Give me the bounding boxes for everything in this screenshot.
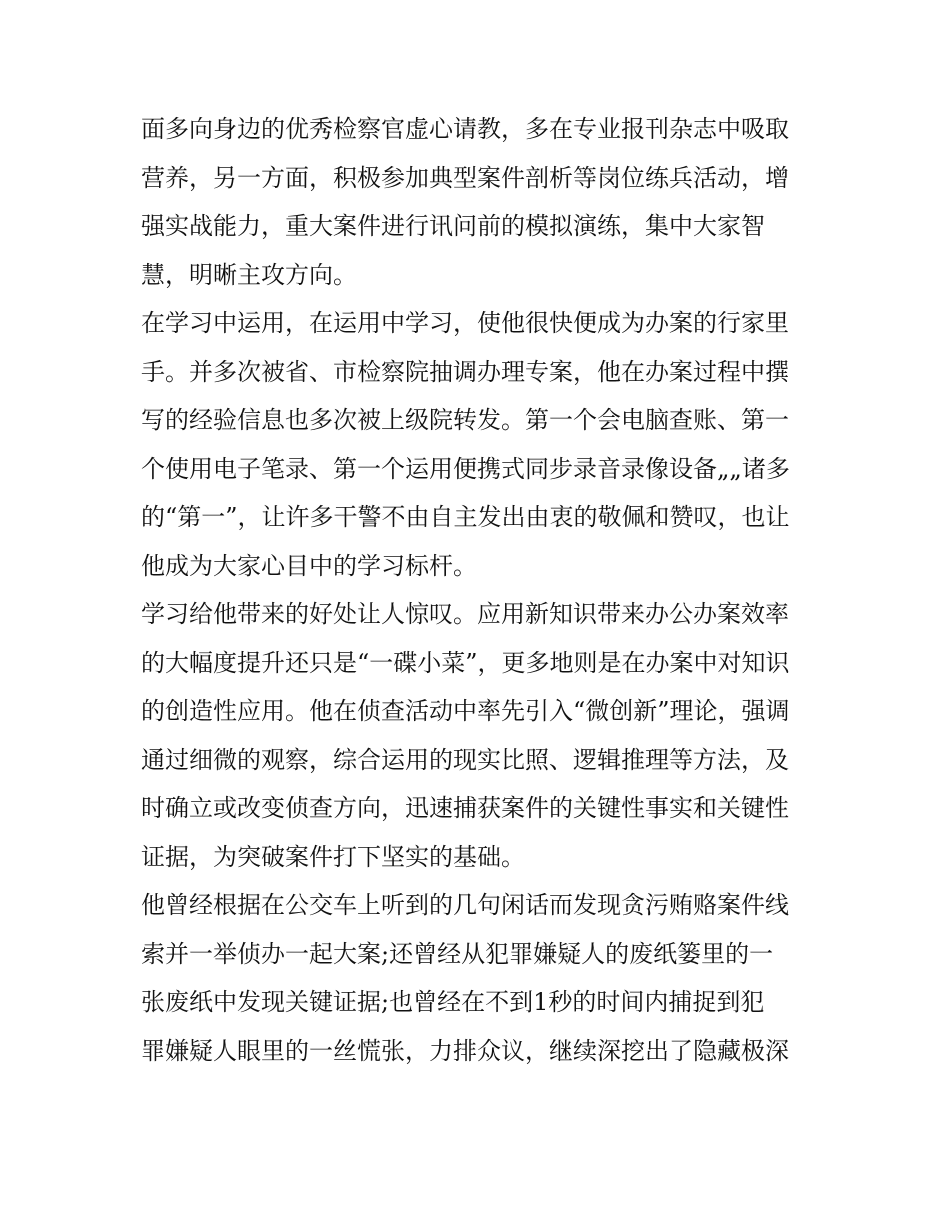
text-line: 写的经验信息也多次被上级院转发。第一个会电脑查账、第一 bbox=[141, 406, 789, 434]
text-line: 时确立或改变侦查方向，迅速捕获案件的关键性事实和关键性 bbox=[141, 794, 789, 822]
text-line: 学习给他带来的好处让人惊叹。应用新知识带来办公办案效率 bbox=[141, 600, 789, 628]
body-text bbox=[141, 105, 821, 1075]
text-line: 的大幅度提升还只是“一碟小菜”，更多地则是在办案中对知识 bbox=[141, 648, 790, 677]
text-line: 张废纸中发现关键证据;也曾经在不到1秒的时间内捕捉到犯 bbox=[141, 988, 765, 1016]
text-line: 个使用电子笔录、第一个运用便携式同步录音录像设备„„诸多 bbox=[141, 454, 790, 483]
text-line: 的“第一”，让许多干警不由自主发出由衷的敬佩和赞叹，也让 bbox=[141, 503, 790, 531]
text-line: 手。并多次被省、市检察院抽调办理专案，他在办案过程中撰 bbox=[141, 357, 789, 386]
text-line: 在学习中运用，在运用中学习，使他很快便成为办案的行家里 bbox=[141, 309, 789, 337]
text-line: 他曾经根据在公交车上听到的几句闲话而发现贪污贿赂案件线 bbox=[141, 891, 789, 919]
text-line: 慧，明晰主攻方向。 bbox=[141, 260, 357, 289]
text-line: 强实战能力，重大案件进行讯问前的模拟演练，集中大家智 bbox=[141, 212, 765, 240]
text-line: 通过细微的观察，综合运用的现实比照、逻辑推理等方法，及 bbox=[141, 745, 789, 774]
text-line: 面多向身边的优秀检察官虚心请教，多在专业报刊杂志中吸取 bbox=[141, 115, 789, 143]
text-line: 他成为大家心目中的学习标杆。 bbox=[141, 551, 477, 580]
text-line: 营养，另一方面，积极参加典型案件剖析等岗位练兵活动，增 bbox=[141, 163, 789, 192]
text-line: 索并一举侦办一起大案;还曾经从犯罪嫌疑人的废纸篓里的一 bbox=[141, 939, 774, 968]
text-line: 罪嫌疑人眼里的一丝慌张，力排众议，继续深挖出了隐藏极深 bbox=[141, 1036, 789, 1065]
text-line: 证据，为突破案件打下坚实的基础。 bbox=[141, 842, 525, 871]
text-line: 的创造性应用。他在侦查活动中率先引入“微创新”理论，强调 bbox=[141, 697, 790, 725]
